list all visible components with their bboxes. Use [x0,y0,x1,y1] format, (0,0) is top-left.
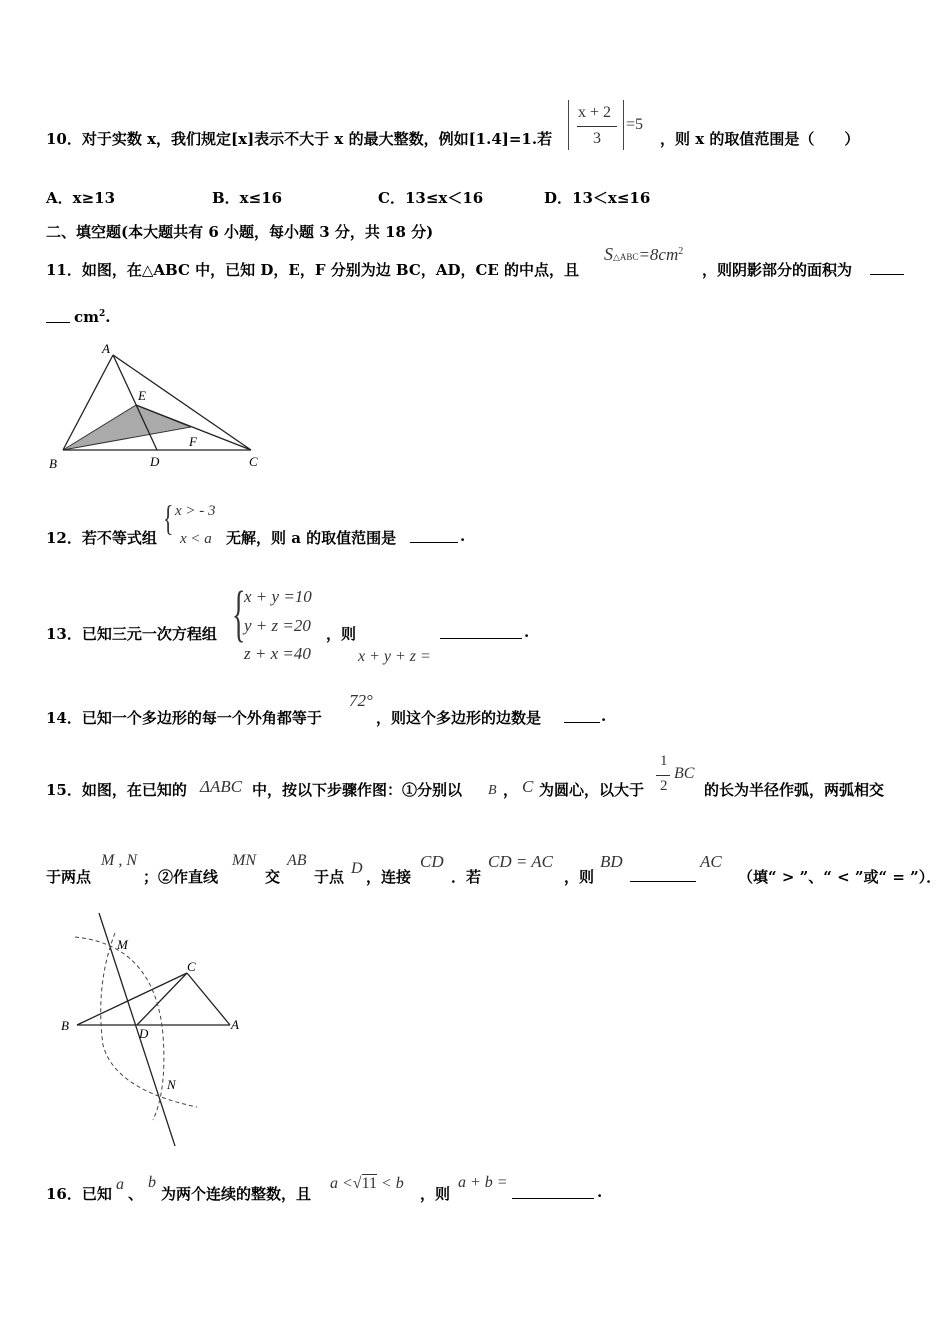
q15-label-a: A [231,1017,239,1032]
q11-label-b: B [49,456,57,471]
q14-stem-post: ，则这个多边形的边数是 [376,709,542,727]
q11-unit: $cm^2$. [74,308,111,326]
q13-eq1: x + y =10 [244,587,312,606]
q15-step2: ；②作直线 [143,868,219,886]
q15-label-d: D [139,1026,149,1041]
q16-end: . [597,1183,603,1201]
q16-mid: 为两个连续的整数，且 [161,1185,312,1203]
q14-end: . [601,707,607,725]
q15-cd: CD [420,852,444,871]
q15-point-b: B [488,783,497,798]
q15-line1-post: 的长为半径作弧，两弧相交 [704,781,885,799]
q12-brace: { [163,498,174,538]
q15-label-c: C [187,959,196,974]
q11-label-a: A [102,341,110,356]
q15-answer-blank[interactable] [630,867,696,882]
q10-frac-bar [577,126,617,127]
q11-label-c: C [249,454,258,469]
q13-eq3: z + x =40 [244,644,311,663]
q15-yudian: 于点 [314,868,345,886]
q15-bd: BD [600,852,623,871]
q11-stem-post: ，则阴影部分的面积为 [702,261,853,279]
q16-stem-pre: 16．已知 [46,1185,112,1203]
q15-triangle: ΔABC [200,777,243,796]
q12-answer-blank[interactable] [410,528,458,543]
q15-lianjie: ，连接 [366,868,412,886]
q15-label-n: N [167,1077,176,1092]
q11-label-e: E [138,388,146,403]
q14-stem-pre: 14．已知一个多边形的每一个外角都等于 [46,709,322,727]
q13-mid: ，则 [326,625,357,643]
q15-fill-hint: （填“ > ”、“ < ”或“ = ”）． [738,868,942,886]
q15-ac: AC [700,852,722,871]
q16-b: b [148,1174,156,1191]
q10-option-b[interactable]: B．x≤16 [212,189,283,207]
q15-side-ca [187,973,230,1025]
q15-line1-mid2: 为圆心，以大于 [539,781,645,799]
q15-construction-figure [55,905,270,1155]
q13-eq2: y + z =20 [244,616,311,635]
q11-stem-pre: 11．如图，在△ABC 中，已知 D，E，F 分别为边 BC，AD，CE 的中点，且 [46,261,580,279]
q10-eq: =5 [626,116,644,133]
q15-half-num: 1 [660,753,668,769]
q13-brace: { [232,580,246,648]
q10-stem-post: ，则 x 的取值范围是（ ） [660,130,860,148]
q15-mn-points: M , N [101,852,137,869]
q16-dun: 、 [128,1185,144,1203]
q15-segment-cd [137,973,187,1025]
q11-shaded-region [63,405,191,450]
q11-label-f: F [189,434,197,449]
q12-end: . [460,527,466,545]
q11-label-d: D [150,454,160,469]
q15-half-bar [656,775,670,776]
q16-inequality: a <√11 < b [330,1175,404,1192]
q13-stem-pre: 13．已知三元一次方程组 [46,625,217,643]
q12-line2: x < a [180,531,212,547]
q15-label-m: M [117,937,128,952]
q12-stem-post: 无解，则 a 的取值范围是 [226,529,397,547]
section-title: 二、填空题(本大题共有 6 小题，每小题 3 分，共 18 分) [46,223,434,241]
q11-area-formula: $S\triangle ABC=8cm^2$ [604,244,684,264]
q15-side-bc [77,973,187,1025]
q15-ruo: ．若 [451,868,482,886]
q15-half-den: 2 [660,778,668,794]
q15-mn: MN [232,852,256,869]
q13-end: . [524,623,530,641]
q15-line1-mid: 中，按以下步骤作图：①分别以 [252,781,463,799]
q16-ze: ，则 [420,1185,451,1203]
q15-bc: BC [674,765,695,782]
q11-triangle-figure [40,338,270,473]
q10-option-d[interactable]: D．13＜x≤16 [544,189,651,207]
q15-arc-from-c [101,933,197,1107]
q12-line1: x > - 3 [175,503,216,519]
q13-answer-blank[interactable] [440,624,522,639]
q10-option-c[interactable]: C．13≤x＜16 [378,189,484,207]
q10-frac-num: x + 2 [578,104,612,121]
q11-answer-blank-b[interactable] [46,308,70,323]
q14-angle: 72° [349,691,373,710]
q10-option-a[interactable]: A．x≥13 [46,189,116,207]
q15-sep: ， [503,781,519,799]
q15-point-c: C [522,777,534,796]
q13-expr: x + y + z = [358,648,431,665]
q15-ab: AB [287,852,307,869]
q10-frac-den: 3 [593,130,601,147]
q15-condition: CD = AC [488,852,554,871]
q16-expr: a + b = [458,1174,508,1191]
q15-d: D [351,860,363,877]
q15-label-b: B [61,1018,69,1033]
q11-answer-blank-a[interactable] [870,260,904,275]
q15-ze: ，则 [564,868,595,886]
q12-stem-pre: 12．若不等式组 [46,529,157,547]
q15-line1-pre: 15．如图，在已知的 [46,781,187,799]
q15-line2-pre: 于两点 [46,868,92,886]
q16-answer-blank[interactable] [512,1184,594,1199]
q10-stem-pre: 10．对于实数 x，我们规定[x]表示不大于 x 的最大整数，例如[1.4]=1.若 [46,130,553,148]
q16-a: a [116,1176,124,1193]
q15-jiao: 交 [265,868,281,886]
q14-answer-blank[interactable] [564,708,600,723]
